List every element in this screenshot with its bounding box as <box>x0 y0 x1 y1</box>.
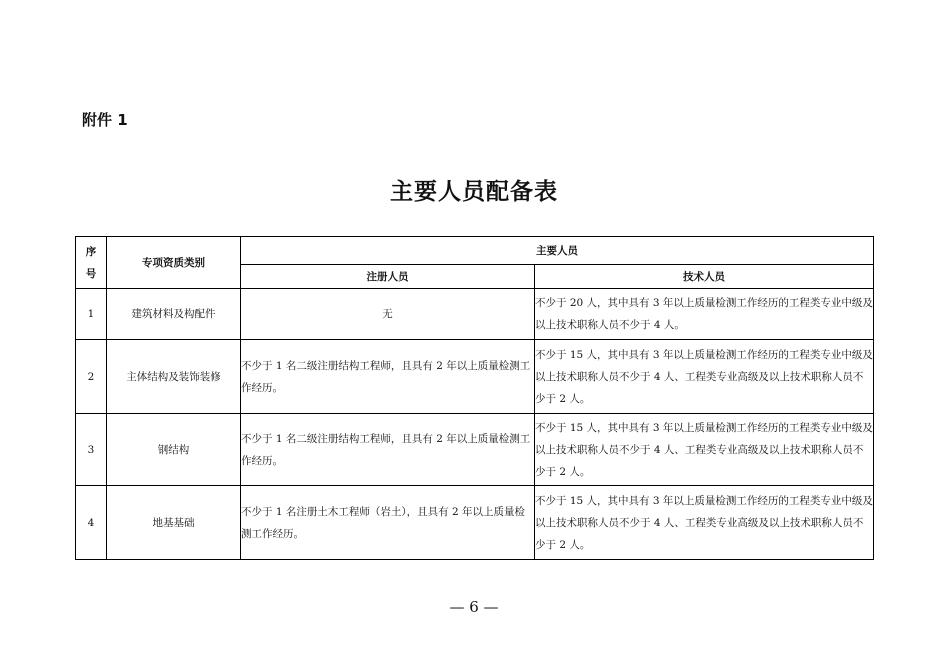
row-registered: 不少于 1 名二级注册结构工程师，且具有 2 年以上质量检测工作经历。 <box>241 340 535 414</box>
row-category: 钢结构 <box>107 414 241 486</box>
row-registered: 无 <box>241 289 535 340</box>
row-category: 主体结构及装饰装修 <box>107 340 241 414</box>
row-registered: 不少于 1 名注册土木工程师（岩土），且具有 2 年以上质量检测工作经历。 <box>241 486 535 560</box>
row-registered: 不少于 1 名二级注册结构工程师，且具有 2 年以上质量检测工作经历。 <box>241 414 535 486</box>
row-seq: 3 <box>76 414 107 486</box>
row-technical: 不少于 15 人，其中具有 3 年以上质量检测工作经历的工程类专业中级及以上技术职称人员不少于 4 人、工程类专业高级及以上技术职称人员不少于 2 人。 <box>535 340 874 414</box>
row-technical: 不少于 20 人，其中具有 3 年以上质量检测工作经历的工程类专业中级及以上技术职称人员不少于 4 人。 <box>535 289 874 340</box>
header-registered: 注册人员 <box>241 265 535 289</box>
header-category: 专项资质类别 <box>107 237 241 289</box>
page-title: 主要人员配备表 <box>390 179 558 205</box>
staffing-table <box>75 236 874 560</box>
header-technical: 技术人员 <box>535 265 874 289</box>
row-technical: 不少于 15 人，其中具有 3 年以上质量检测工作经历的工程类专业中级及以上技术职称人员不少于 4 人、工程类专业高级及以上技术职称人员不少于 2 人。 <box>535 414 874 486</box>
row-category: 地基基础 <box>107 486 241 560</box>
row-seq: 4 <box>76 486 107 560</box>
table-row <box>76 486 874 560</box>
table-row <box>76 289 874 340</box>
header-main-staff: 主要人员 <box>241 237 874 265</box>
attachment-label: 附件 1 <box>82 111 128 129</box>
row-category: 建筑材料及构配件 <box>107 289 241 340</box>
header-seq: 序号 <box>76 237 107 289</box>
table-header-row-1 <box>76 237 874 265</box>
row-seq: 2 <box>76 340 107 414</box>
table-row <box>76 414 874 486</box>
page-number: — 6 — <box>449 598 499 616</box>
row-technical: 不少于 15 人，其中具有 3 年以上质量检测工作经历的工程类专业中级及以上技术职称人员不少于 4 人、工程类专业高级及以上技术职称人员不少于 2 人。 <box>535 486 874 560</box>
table-row <box>76 340 874 414</box>
row-seq: 1 <box>76 289 107 340</box>
